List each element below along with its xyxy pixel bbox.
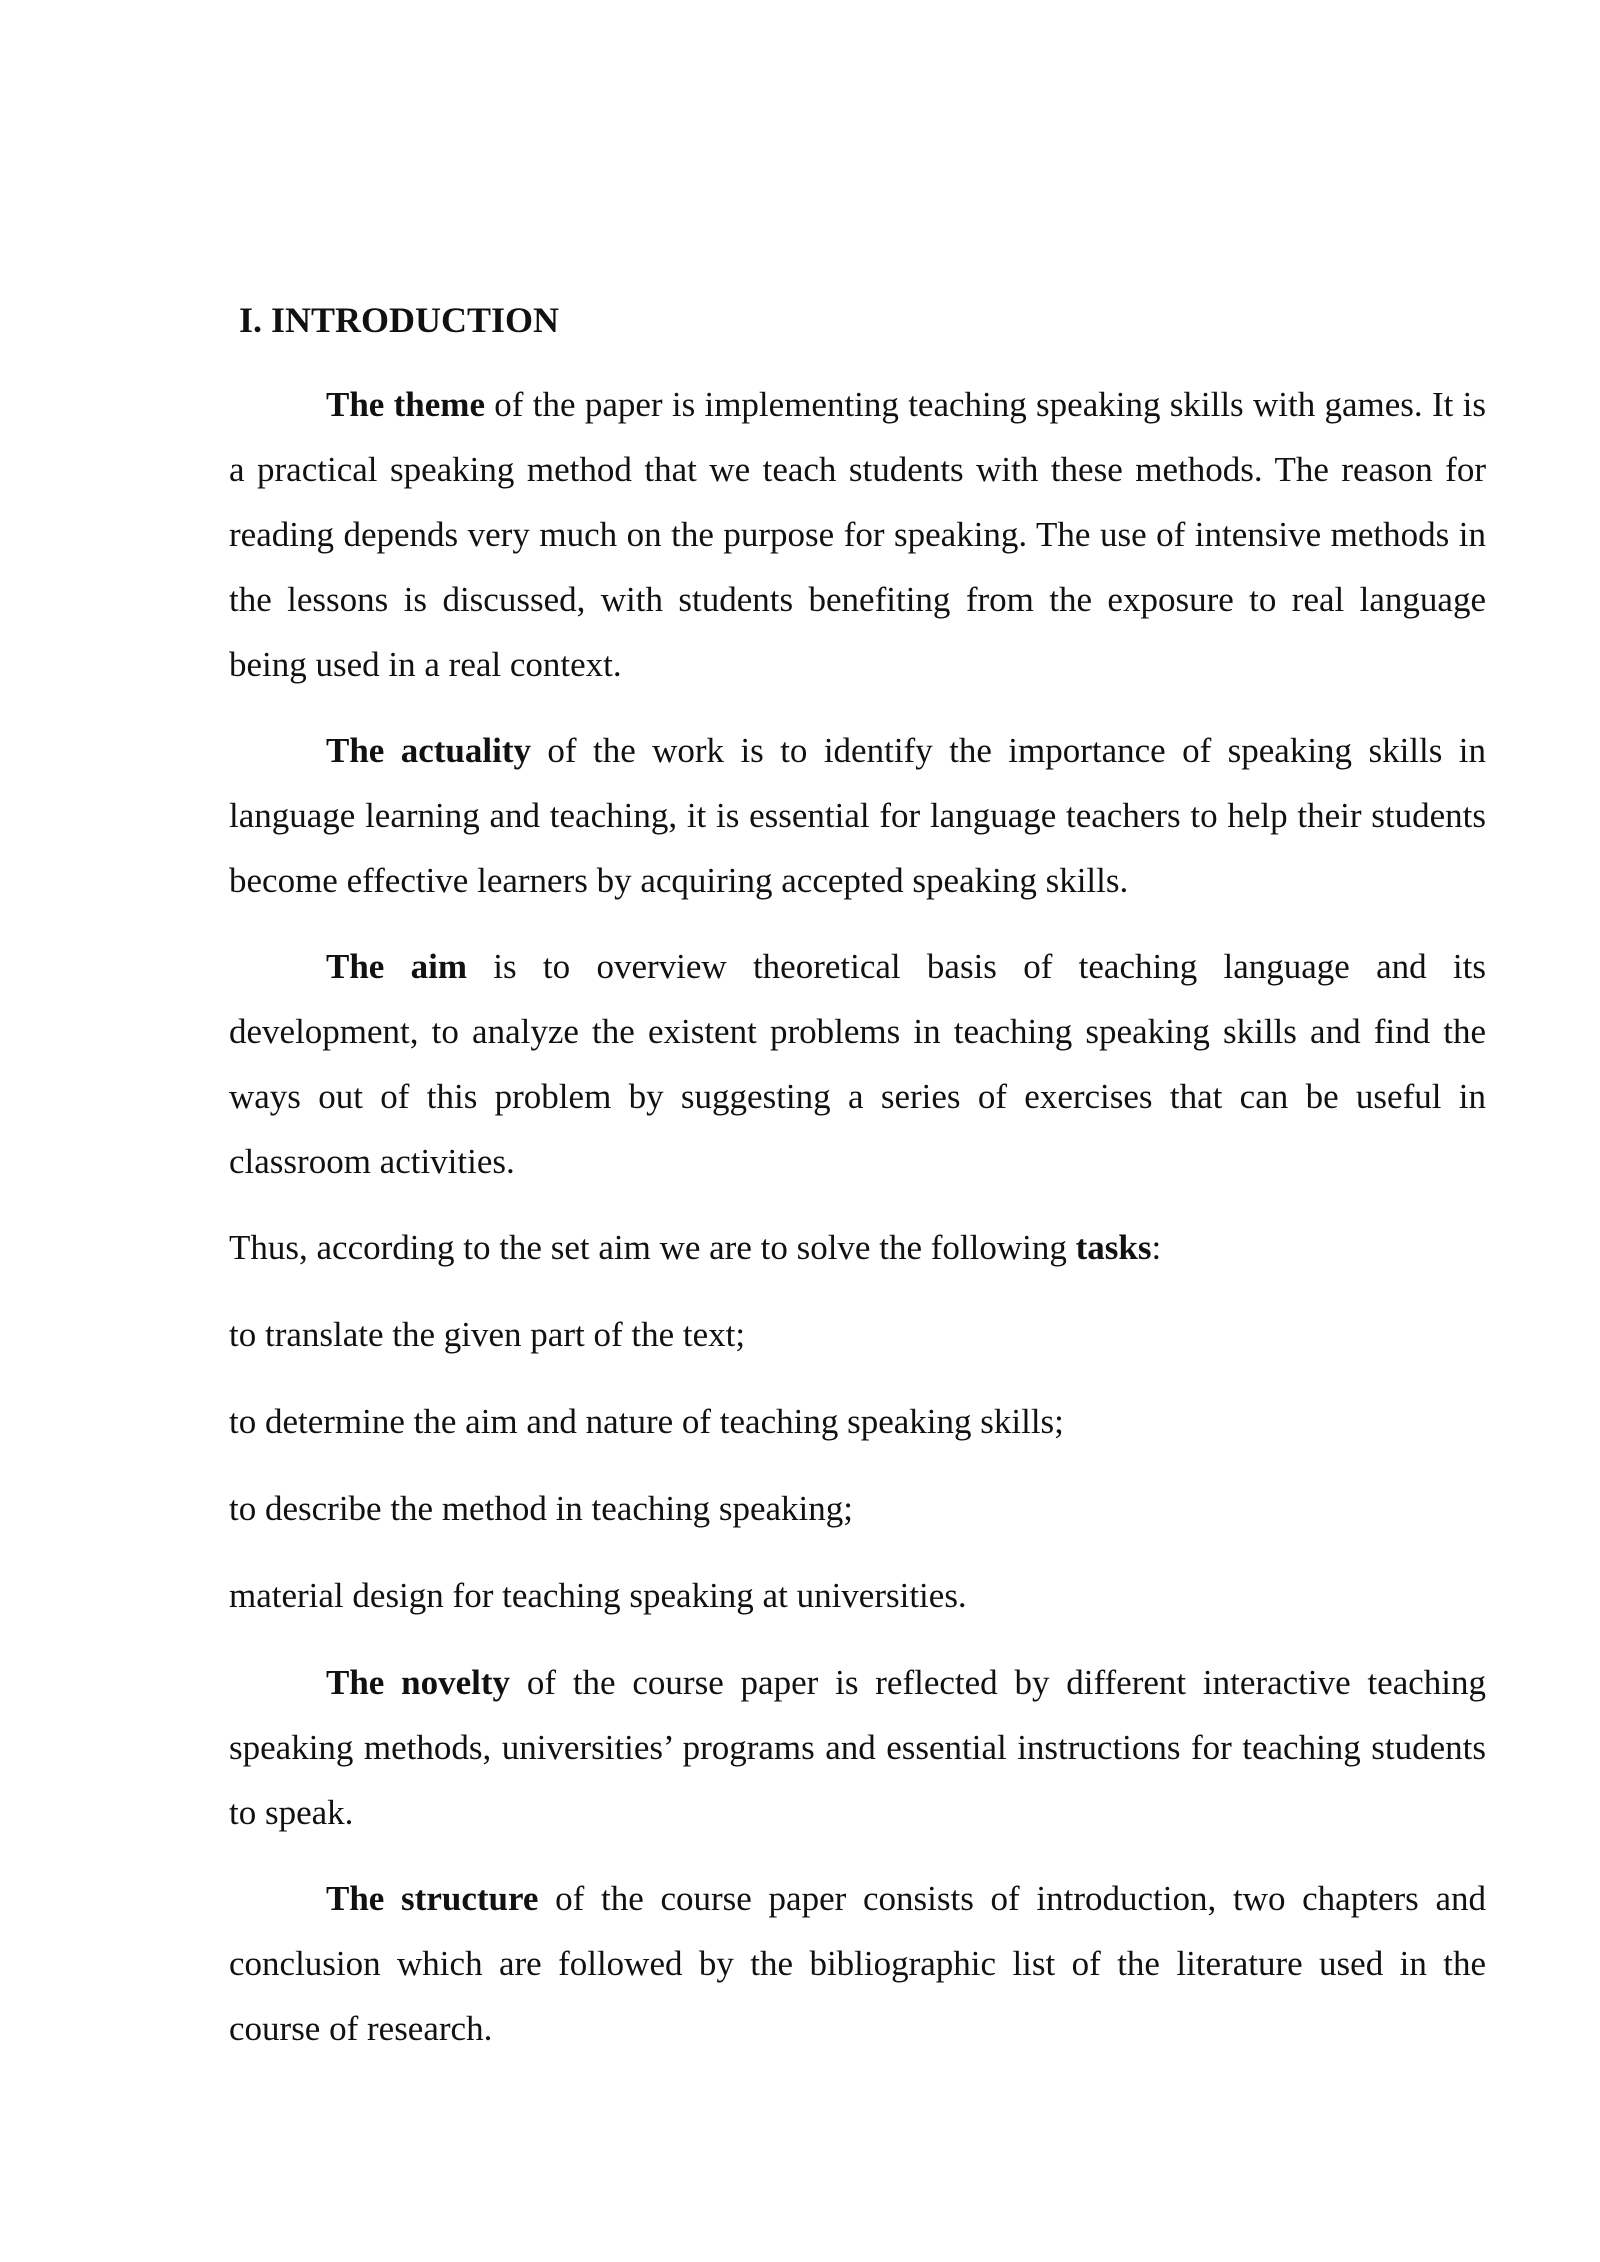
theme-text: of the paper is implementing teaching speaking skills with games. It is a practical speaking method that we teach students with these methods. The reason for reading depends very much on the purpose for speaking. The use of intensive methods in the lessons is discussed, with students benefiting from the exposure to real language being used in a real context. xyxy=(229,385,1486,684)
tasks-intro-bold: tasks xyxy=(1075,1228,1152,1267)
task-item: material design for teaching speaking at universities. xyxy=(229,1576,967,1615)
actuality-paragraph xyxy=(229,718,1486,913)
tasks-intro-paragraph xyxy=(229,1215,1486,1280)
aim-paragraph xyxy=(229,934,1486,1194)
page-content xyxy=(229,290,1486,2082)
task-item: to translate the given part of the text; xyxy=(229,1315,746,1354)
task-item: to describe the method in teaching speaking; xyxy=(229,1489,853,1528)
novelty-paragraph xyxy=(229,1650,1486,1845)
section-heading: I. INTRODUCTION xyxy=(239,300,560,340)
aim-text: is to overview theoretical basis of teaching language and its development, to analyze the existent problems in teaching speaking skills and find the ways out of this problem by suggesting a series of exercises that can be useful in classroom activities. xyxy=(229,947,1486,1181)
novelty-text: of the course paper is reflected by different interactive teaching speaking methods, universities’ programs and essential instructions for teaching students to speak. xyxy=(229,1663,1486,1832)
structure-paragraph xyxy=(229,1866,1486,2061)
theme-lead: The theme xyxy=(326,385,485,424)
aim-lead: The aim xyxy=(326,947,468,986)
tasks-intro-text: Thus, according to the set aim we are to solve the following xyxy=(229,1228,1076,1267)
task-item: to determine the aim and nature of teaching speaking skills; xyxy=(229,1402,1064,1441)
theme-paragraph xyxy=(229,372,1486,697)
novelty-lead: The novelty xyxy=(326,1663,511,1702)
actuality-lead: The actuality xyxy=(326,731,532,770)
actuality-text: of the work is to identify the importance of speaking skills in language learning and teaching, it is essential for language teachers to help their students become effective learners by acquiring accepted speaking skills. xyxy=(229,731,1486,900)
structure-lead: The structure xyxy=(326,1879,539,1918)
structure-text: of the course paper consists of introduction, two chapters and conclusion which are followed by the bibliographic list of the literature used in the course of research. xyxy=(229,1879,1486,2048)
tasks-intro-colon: : xyxy=(1151,1228,1162,1267)
